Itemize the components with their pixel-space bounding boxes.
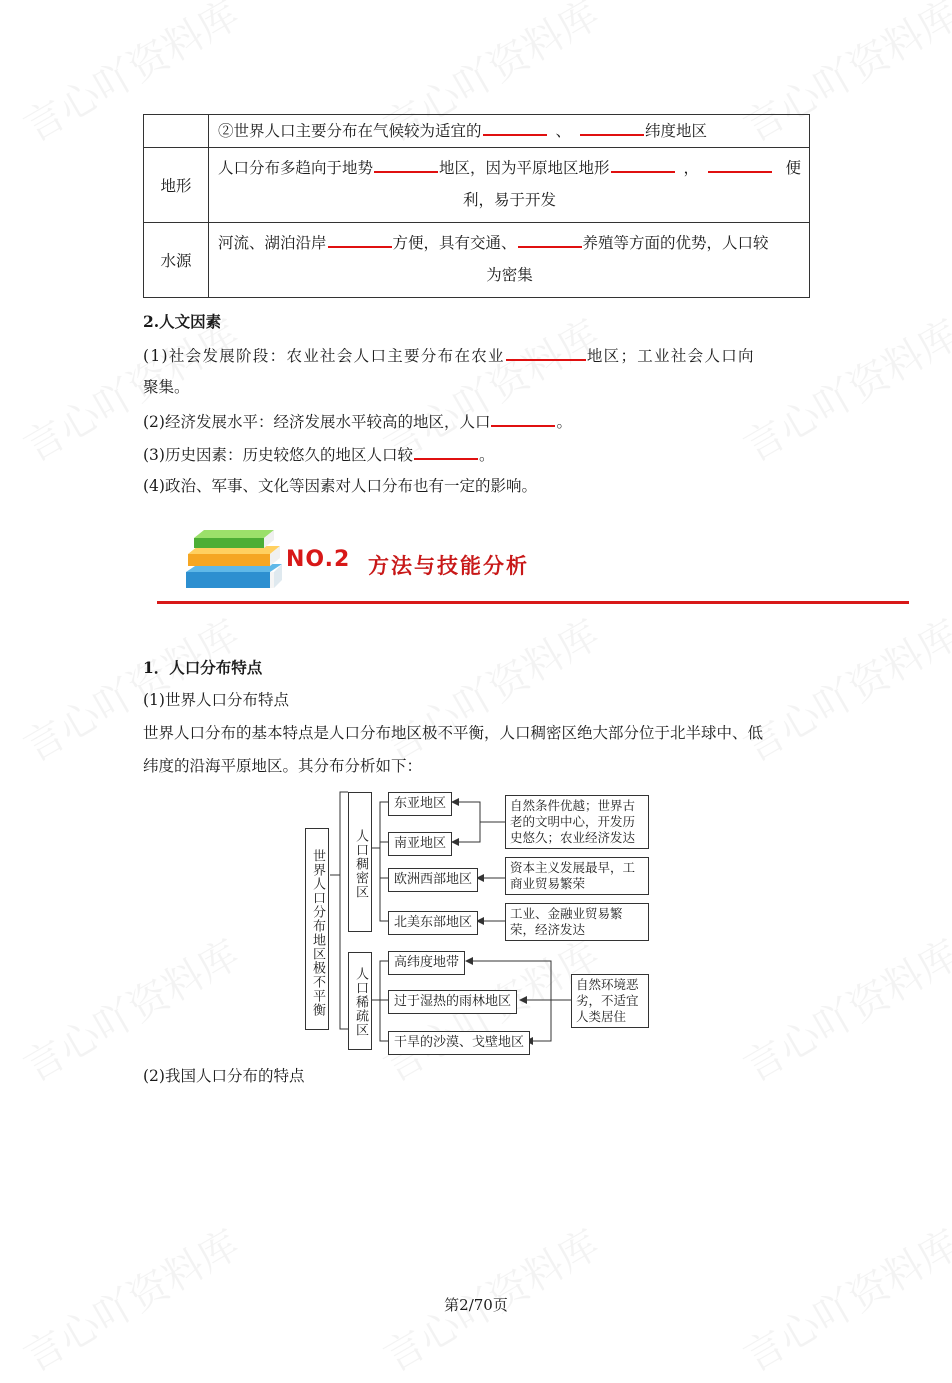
watermark [732, 304, 952, 473]
fill-blank[interactable] [374, 155, 438, 173]
diagram-reason-box: 自然环境恶劣，不适宜人类居住 [571, 974, 649, 1028]
paragraph: 世界人口分布的基本特点是人口分布地区极不平衡，人口稠密区绝大部分位于北半球中、低 [143, 724, 764, 742]
section-heading: 1．人口分布特点 [143, 658, 263, 677]
diagram-reason-box: 工业、金融业贸易繁荣，经济发达 [505, 903, 649, 941]
diagram-root-box: 世界人口分布地区极不平衡 [305, 828, 329, 1030]
paragraph: (4)政治、军事、文化等因素对人口分布也有一定的影响。 [143, 477, 537, 495]
fill-blank[interactable] [708, 155, 772, 173]
table-row [144, 223, 810, 298]
banner-title: 方法与技能分析 [368, 554, 529, 578]
table-content-cell: ②世界人口主要分布在气候较为适宜的 、 纬度地区 [209, 115, 810, 148]
diagram-item-box: 北美东部地区 [388, 911, 478, 935]
diagram-sparse-box: 人口稀疏区 [348, 952, 372, 1050]
diagram-item-box: 南亚地区 [388, 832, 452, 856]
subheading: (2)我国人口分布的特点 [143, 1067, 305, 1085]
watermark [732, 924, 952, 1093]
table-content-cell: 河流、湖泊沿岸 方便，具有交通、 养殖等方面的优势，人口较 为密集 [209, 223, 810, 298]
paragraph: 聚集。 [143, 378, 190, 396]
table-content-cell: 人口分布多趋向于地势 地区，因为平原地区地形 ， 便 利，易于开发 [209, 148, 810, 223]
factor-table [143, 114, 810, 298]
diagram-item-box: 欧洲西部地区 [388, 868, 478, 892]
table-row [144, 115, 810, 148]
paragraph: (2)经济发展水平：经济发展水平较高的地区，人口 。 [143, 409, 572, 433]
diagram-item-box: 干旱的沙漠、戈壁地区 [388, 1031, 530, 1055]
diagram-item-box: 过于湿热的雨林地区 [388, 990, 517, 1014]
subheading: (1)世界人口分布特点 [143, 691, 289, 709]
fill-blank[interactable] [491, 409, 555, 427]
diagram-dense-box: 人口稠密区 [348, 792, 372, 932]
diagram-item-box: 东亚地区 [388, 792, 452, 816]
table-label-cell: 地形 [144, 148, 209, 223]
paragraph: 纬度的沿海平原地区。其分布分析如下： [143, 757, 423, 775]
diagram-reason-box: 自然条件优越；世界古老的文明中心，开发历史悠久；农业经济发达 [505, 795, 649, 849]
section-banner [150, 515, 912, 610]
fill-blank[interactable] [506, 343, 586, 361]
banner-divider [157, 601, 909, 604]
fill-blank[interactable] [518, 230, 582, 248]
watermark [732, 604, 952, 773]
fill-blank[interactable] [483, 118, 547, 136]
fill-blank[interactable] [580, 118, 644, 136]
diagram-item-box: 高纬度地带 [388, 951, 465, 975]
diagram-reason-box: 资本主义发展最早，工商业贸易繁荣 [505, 857, 649, 895]
table-row [144, 148, 810, 223]
section-heading: 2.人文因素 [143, 312, 222, 331]
page-number: 第2/70页 [444, 1296, 508, 1314]
fill-blank[interactable] [414, 442, 478, 460]
fill-blank[interactable] [611, 155, 675, 173]
banner-number: NO.2 [286, 547, 351, 572]
table-label-cell: 水源 [144, 223, 209, 298]
paragraph: (1)社会发展阶段：农业社会人口主要分布在农业 地区；工业社会人口向 [143, 343, 755, 367]
paragraph: (3)历史因素：历史较悠久的地区人口较 。 [143, 442, 494, 466]
fill-blank[interactable] [328, 230, 392, 248]
table-label-cell [144, 115, 209, 148]
watermark [372, 604, 608, 773]
